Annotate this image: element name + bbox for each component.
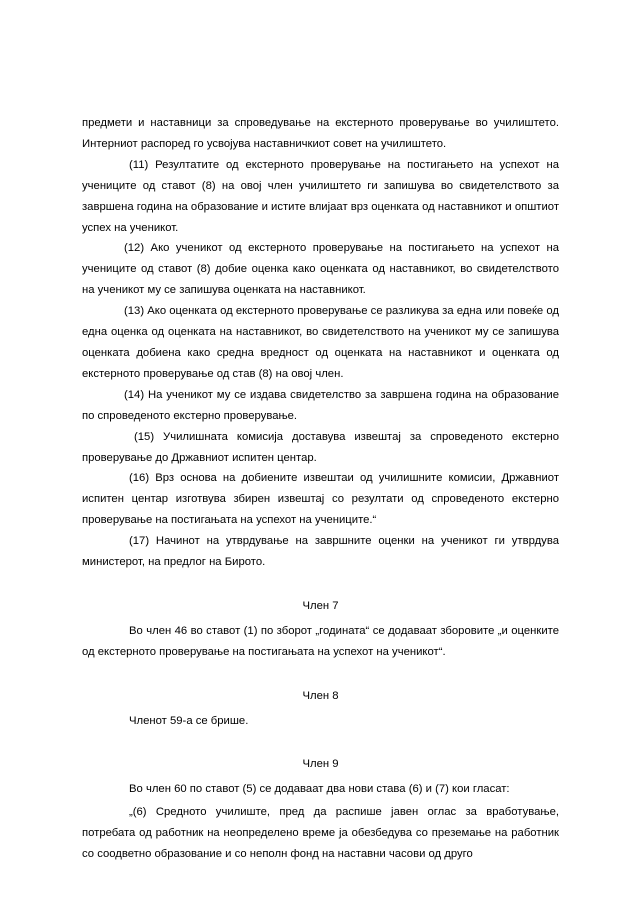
paragraph-15: (15) Училишната комисија доставува извештај за спроведеното екстерно проверување до Државниот испитен центар. xyxy=(82,430,559,464)
paragraph-17: (17) Начинот на утврдување на завршните оценки на ученикот ги утврдува министерот, на предлог на Бирото. xyxy=(82,535,559,569)
document-page xyxy=(82,113,559,865)
paragraph-11: (11) Резултатите од екстерното проверување на постигањето на успехот на учениците од ставот (8) на овој член училиштето ги запишува во свидетелството за завршена година на образование и истите влијаат врз оценката од наставникот и општиот успех на ученикот. xyxy=(82,158,559,234)
article-7-text: Во член 46 во ставот (1) по зборот „годината“ се додаваат зборовите „и оценките од екстерното проверување на постигањата на успехот на ученикот“. xyxy=(82,624,559,658)
section-spacer xyxy=(82,731,559,754)
paragraph-continuation: предмети и наставници за спроведување на екстерното проверување во училиштето. Интерниот распоред го усвојува наставничкиот совет на училиштето. xyxy=(82,117,559,150)
section-spacer xyxy=(82,663,559,686)
paragraph-14: (14) На ученикот му се издава свидетелство за завршена година на образование по спроведеното екстерно проверување. xyxy=(82,388,559,422)
paragraph-16: (16) Врз основа на добиените извештаи од училишните комисии, Државниот испитен центар изготвува збирен извештај со резултати од спроведеното екстерно проверување на постигањата на успехот на учениците.“ xyxy=(82,472,559,527)
article-8-text: Членот 59-а се брише. xyxy=(129,714,249,727)
paragraph-12: (12) Ако ученикот од екстерното проверување на постигањето на успехот на учениците од ставот (8) добие оценка како оценката од наставникот, во свидетелството на ученикот му се запишува оценката на наставникот. xyxy=(82,242,559,297)
article-9-heading: Член 9 xyxy=(302,758,339,771)
section-spacer xyxy=(82,573,559,596)
article-7-heading: Член 7 xyxy=(302,599,339,612)
article-9-paragraph-6: „(6) Средното училиште, пред да распише јавен оглас за вработување, потребата од работник на неопределено време ја обезбедува со преземање на работник со соодветно образование и со неполн фонд на наставни часови од друго xyxy=(82,806,559,861)
paragraph-13: (13) Ако оценката од екстерното проверување се разликува за една или повеќе од една оценка од оценката на наставникот, во свидетелството на ученикот му се запишува оценката добиена како средна вредност од оценката на наставникот и оценката од екстерното проверување од став (8) на овој член. xyxy=(82,305,559,380)
article-9-text: Во член 60 по ставот (5) се додаваат два нови става (6) и (7) кои гласат: xyxy=(129,783,510,796)
article-8-heading: Член 8 xyxy=(302,689,339,702)
